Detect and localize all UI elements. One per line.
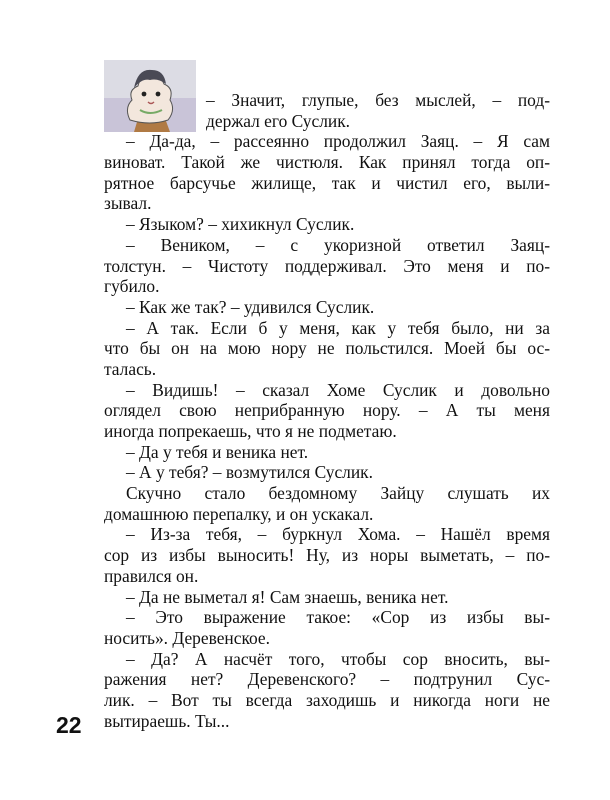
text-line: талась. — [104, 358, 157, 379]
text-line: – А у тебя? – возмутился Суслик. — [126, 462, 373, 483]
text-line: зывал. — [104, 193, 152, 214]
text-line: вытираешь. Ты... — [104, 710, 230, 731]
text-line: лик. – Вот ты всегда заходишь и никогда ноги не — [104, 689, 550, 710]
text-line: – Веником, – с укоризной ответил Заяц- — [126, 234, 550, 255]
text-line: оглядел свою неприбранную нору. – А ты меня — [104, 400, 550, 421]
page-number: 22 — [56, 712, 82, 738]
text-line: – Языком? – хихикнул Суслик. — [126, 214, 355, 235]
text-line: – Да? А насчёт того, чтобы сор вносить, вы- — [126, 648, 550, 669]
text-line: ражения нет? Деревенского? – подтрунил Сус- — [104, 669, 550, 690]
text-line: – Значит, глупые, без мыслей, – под- — [206, 90, 550, 110]
text-line: – Да у тебя и веника нет. — [126, 441, 309, 462]
text-line: – Видишь! – сказал Хоме Суслик и довольно — [126, 379, 550, 400]
text-line: что бы он на мою нору не польстился. Моей бы ос- — [104, 338, 550, 359]
text-line: домашнюю перепалку, и он ускакал. — [104, 503, 374, 524]
text-line: – Это выражение такое: «Сор из избы вы- — [126, 607, 550, 628]
text-line: иногда попрекаешь, что я не подметаю. — [104, 421, 397, 441]
text-line: – Да-да, – рассеянно продолжил Заяц. – Я сам — [126, 131, 550, 152]
text-line: – А так. Если б у меня, как у тебя было, ни за — [126, 317, 550, 338]
text-line: держал его Суслик. — [206, 110, 350, 131]
text-line: виноват. Такой же чистюля. Как принял тогда оп- — [104, 152, 550, 173]
text-line: сор из избы выносить! Ну, из норы выметать, – по- — [104, 545, 550, 566]
text-line: рятное барсучье жилище, так и чистил его, выли- — [104, 172, 550, 193]
text-line: – Из-за тебя, – буркнул Хома. – Нашёл время — [126, 524, 550, 545]
text-line: носить». Деревенское. — [104, 627, 270, 648]
text-line: – Как же так? – удивился Суслик. — [126, 296, 375, 317]
text-line: правился он. — [104, 565, 199, 586]
text-line: толстун. – Чистоту поддерживал. Это меня и по- — [104, 255, 550, 276]
text-body — [104, 90, 550, 731]
text-line: губило. — [104, 276, 160, 297]
text-line: – Да не выметал я! Сам знаешь, веника нет. — [126, 586, 449, 607]
text-line: Скучно стало бездомному Зайцу слушать их — [126, 483, 550, 504]
